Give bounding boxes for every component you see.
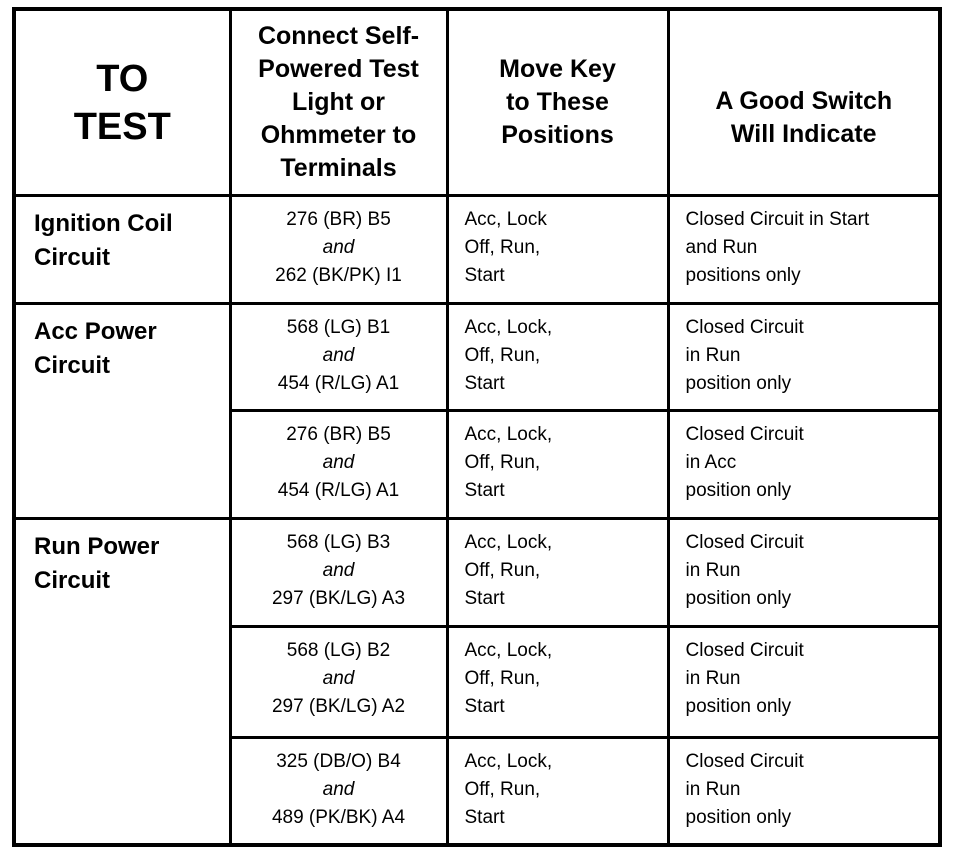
circuit-name-cell xyxy=(14,518,230,845)
connect-terminals-header xyxy=(230,9,447,196)
table-row xyxy=(14,196,940,304)
connect-header-line: Connect Self- xyxy=(257,22,420,51)
circuit-name-line: Circuit xyxy=(34,244,111,272)
indication-line: and Run xyxy=(685,237,758,259)
to-test-header-line: TO xyxy=(96,57,149,100)
indication-line: in Acc xyxy=(685,452,737,474)
position-line: Start xyxy=(464,587,505,609)
terminal-b: 297 (BK/LG) A2 xyxy=(271,696,406,718)
position-line: Off, Run, xyxy=(464,668,541,690)
position-line: Start xyxy=(464,696,505,718)
terminal-a: 276 (BR) B5 xyxy=(286,424,391,446)
terminal-connector: and xyxy=(322,668,355,690)
positions-cell xyxy=(447,518,668,627)
terminal-b: 489 (PK/BK) A4 xyxy=(271,806,406,828)
circuit-name-line: Circuit xyxy=(34,351,111,379)
position-line: Acc, Lock, xyxy=(464,750,553,772)
move-key-header-line: to These xyxy=(506,88,609,117)
terminal-b: 262 (BK/PK) I1 xyxy=(275,265,402,287)
position-line: Start xyxy=(464,372,505,394)
positions-cell xyxy=(447,196,668,304)
indication-cell xyxy=(668,627,940,738)
table-row xyxy=(14,518,940,627)
position-line: Off, Run, xyxy=(464,559,541,581)
indication-line: Closed Circuit xyxy=(685,424,804,446)
positions-cell xyxy=(447,411,668,519)
to-test-header xyxy=(14,9,230,196)
position-line: Off, Run, xyxy=(464,344,541,366)
indication-line: in Run xyxy=(685,559,741,581)
indication-line: Closed Circuit in Start xyxy=(685,209,870,231)
indication-line: Closed Circuit xyxy=(685,750,804,772)
connect-header-line: Powered Test xyxy=(258,55,419,84)
position-line: Start xyxy=(464,265,505,287)
position-line: Start xyxy=(464,480,505,502)
good-switch-header-line: A Good Switch xyxy=(715,86,893,115)
circuit-name-line: Circuit xyxy=(34,566,111,594)
good-switch-header xyxy=(668,9,940,196)
indication-line: Closed Circuit xyxy=(685,640,804,662)
positions-cell xyxy=(447,303,668,411)
terminal-connector: and xyxy=(322,559,355,581)
terminal-b: 454 (R/LG) A1 xyxy=(277,372,400,394)
move-key-header-line: Positions xyxy=(501,121,614,150)
move-key-header xyxy=(447,9,668,196)
circuit-name-line: Ignition Coil xyxy=(34,210,173,238)
terminals-cell xyxy=(230,196,447,304)
terminal-b: 454 (R/LG) A1 xyxy=(277,480,400,502)
position-line: Acc, Lock, xyxy=(464,424,553,446)
indication-cell xyxy=(668,518,940,627)
position-line: Start xyxy=(464,806,505,828)
terminal-connector: and xyxy=(322,778,355,800)
terminal-a: 276 (BR) B5 xyxy=(286,209,391,231)
positions-cell xyxy=(447,737,668,845)
terminal-a: 568 (LG) B3 xyxy=(286,531,391,553)
terminals-cell xyxy=(230,737,447,845)
position-line: Off, Run, xyxy=(464,452,541,474)
indication-line: Closed Circuit xyxy=(685,316,804,338)
terminal-a: 325 (DB/O) B4 xyxy=(276,750,401,772)
terminal-connector: and xyxy=(322,344,355,366)
terminal-connector: and xyxy=(322,452,355,474)
indication-cell xyxy=(668,411,940,519)
terminals-cell xyxy=(230,411,447,519)
good-switch-header-line: Will Indicate xyxy=(730,119,877,148)
indication-line: in Run xyxy=(685,344,741,366)
circuit-name-cell xyxy=(14,196,230,304)
circuit-name-line: Run Power xyxy=(34,532,160,560)
position-line: Acc, Lock, xyxy=(464,640,553,662)
to-test-header-line: TEST xyxy=(73,105,171,148)
header-row xyxy=(14,9,940,196)
position-line: Off, Run, xyxy=(464,237,541,259)
terminals-cell xyxy=(230,303,447,411)
indication-line: in Run xyxy=(685,668,741,690)
move-key-header-line: Move Key xyxy=(499,55,616,84)
terminals-cell xyxy=(230,627,447,738)
position-line: Off, Run, xyxy=(464,778,541,800)
indication-cell xyxy=(668,303,940,411)
positions-cell xyxy=(447,627,668,738)
indication-line: position only xyxy=(685,696,792,718)
circuit-name-cell xyxy=(14,303,230,518)
indication-cell xyxy=(668,196,940,304)
indication-line: in Run xyxy=(685,778,741,800)
indication-line: position only xyxy=(685,372,792,394)
indication-line: Closed Circuit xyxy=(685,531,804,553)
terminal-a: 568 (LG) B2 xyxy=(286,640,391,662)
connect-header-line: Ohmmeter to xyxy=(260,121,417,150)
indication-line: positions only xyxy=(685,265,801,287)
position-line: Acc, Lock xyxy=(464,209,547,231)
switch-test-table xyxy=(12,7,942,847)
terminals-cell xyxy=(230,518,447,627)
terminal-a: 568 (LG) B1 xyxy=(286,316,391,338)
indication-line: position only xyxy=(685,480,792,502)
position-line: Acc, Lock, xyxy=(464,316,553,338)
indication-line: position only xyxy=(685,587,792,609)
connect-header-line: Terminals xyxy=(280,154,397,183)
circuit-name-line: Acc Power xyxy=(34,317,157,345)
table-row xyxy=(14,303,940,411)
connect-header-line: Light or xyxy=(291,88,386,117)
position-line: Acc, Lock, xyxy=(464,531,553,553)
terminal-connector: and xyxy=(322,237,355,259)
indication-cell xyxy=(668,737,940,845)
indication-line: position only xyxy=(685,806,792,828)
terminal-b: 297 (BK/LG) A3 xyxy=(271,587,406,609)
